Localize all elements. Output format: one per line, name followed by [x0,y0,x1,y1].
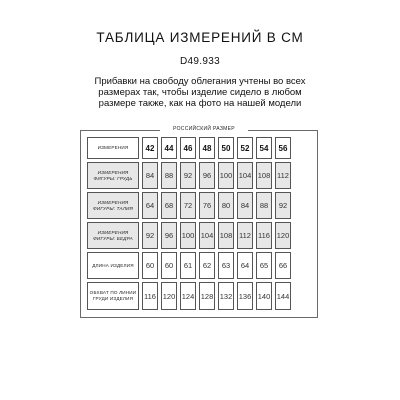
value-cell: 132 [218,282,234,310]
value-cell: 104 [237,162,253,189]
size-header-cell: 54 [256,137,272,159]
row-label-cell: ИЗМЕРЕНИЯ ФИГУРЫ: ТАЛИЯ [87,192,139,219]
size-header-cell: 52 [237,137,253,159]
value-cell: 60 [142,252,158,279]
size-system-label: РОССИЙСКИЙ РАЗМЕР [160,126,248,132]
value-cell: 66 [275,252,291,279]
fit-note: Прибавки на свободу облегания учтены во всех размерах так, чтобы изделие сидело в любом размере также, как на фото на нашей модели [94,76,306,109]
model-code: D49.933 [180,56,220,67]
table-row [87,222,291,249]
table-row [87,252,291,279]
value-cell: 64 [237,252,253,279]
row-label-cell: ИЗМЕРЕНИЯ ФИГУРЫ: БЕДРА [87,222,139,249]
page-title: ТАБЛИЦА ИЗМЕРЕНИЙ В СМ [96,30,304,45]
value-cell: 84 [237,192,253,219]
value-cell: 68 [161,192,177,219]
table-header-row [87,137,291,159]
value-cell: 116 [142,282,158,310]
value-cell: 120 [161,282,177,310]
value-cell: 92 [142,222,158,249]
value-cell: 88 [256,192,272,219]
value-cell: 72 [180,192,196,219]
value-cell: 92 [275,192,291,219]
value-cell: 104 [199,222,215,249]
size-header-cell: 44 [161,137,177,159]
value-cell: 64 [142,192,158,219]
value-cell: 88 [161,162,177,189]
value-cell: 112 [237,222,253,249]
value-cell: 65 [256,252,272,279]
value-cell: 112 [275,162,291,189]
size-header-cell: 42 [142,137,158,159]
value-cell: 62 [199,252,215,279]
row-label-cell: ОБХВАТ ПО ЛИНИИ ГРУДИ ИЗДЕЛИЯ [87,282,139,310]
size-header-cell: 48 [199,137,215,159]
value-cell: 76 [199,192,215,219]
measurement-table [84,134,294,313]
table-row [87,192,291,219]
value-cell: 108 [218,222,234,249]
table-row [87,162,291,189]
value-cell: 136 [237,282,253,310]
table-row [87,282,291,310]
value-cell: 60 [161,252,177,279]
value-cell: 116 [256,222,272,249]
value-cell: 140 [256,282,272,310]
value-cell: 92 [180,162,196,189]
value-cell: 80 [218,192,234,219]
value-cell: 100 [180,222,196,249]
size-header-cell: 50 [218,137,234,159]
value-cell: 63 [218,252,234,279]
value-cell: 124 [180,282,196,310]
value-cell: 61 [180,252,196,279]
size-header-cell: 46 [180,137,196,159]
value-cell: 100 [218,162,234,189]
value-cell: 96 [161,222,177,249]
header-label-cell: ИЗМЕРЕНИЯ [87,137,139,159]
row-label-cell: ДЛИНА ИЗДЕЛИЯ [87,252,139,279]
value-cell: 128 [199,282,215,310]
size-header-cell: 56 [275,137,291,159]
value-cell: 120 [275,222,291,249]
value-cell: 108 [256,162,272,189]
value-cell: 96 [199,162,215,189]
value-cell: 84 [142,162,158,189]
row-label-cell: ИЗМЕРЕНИЯ ФИГУРЫ: ГРУДЬ [87,162,139,189]
value-cell: 144 [275,282,291,310]
